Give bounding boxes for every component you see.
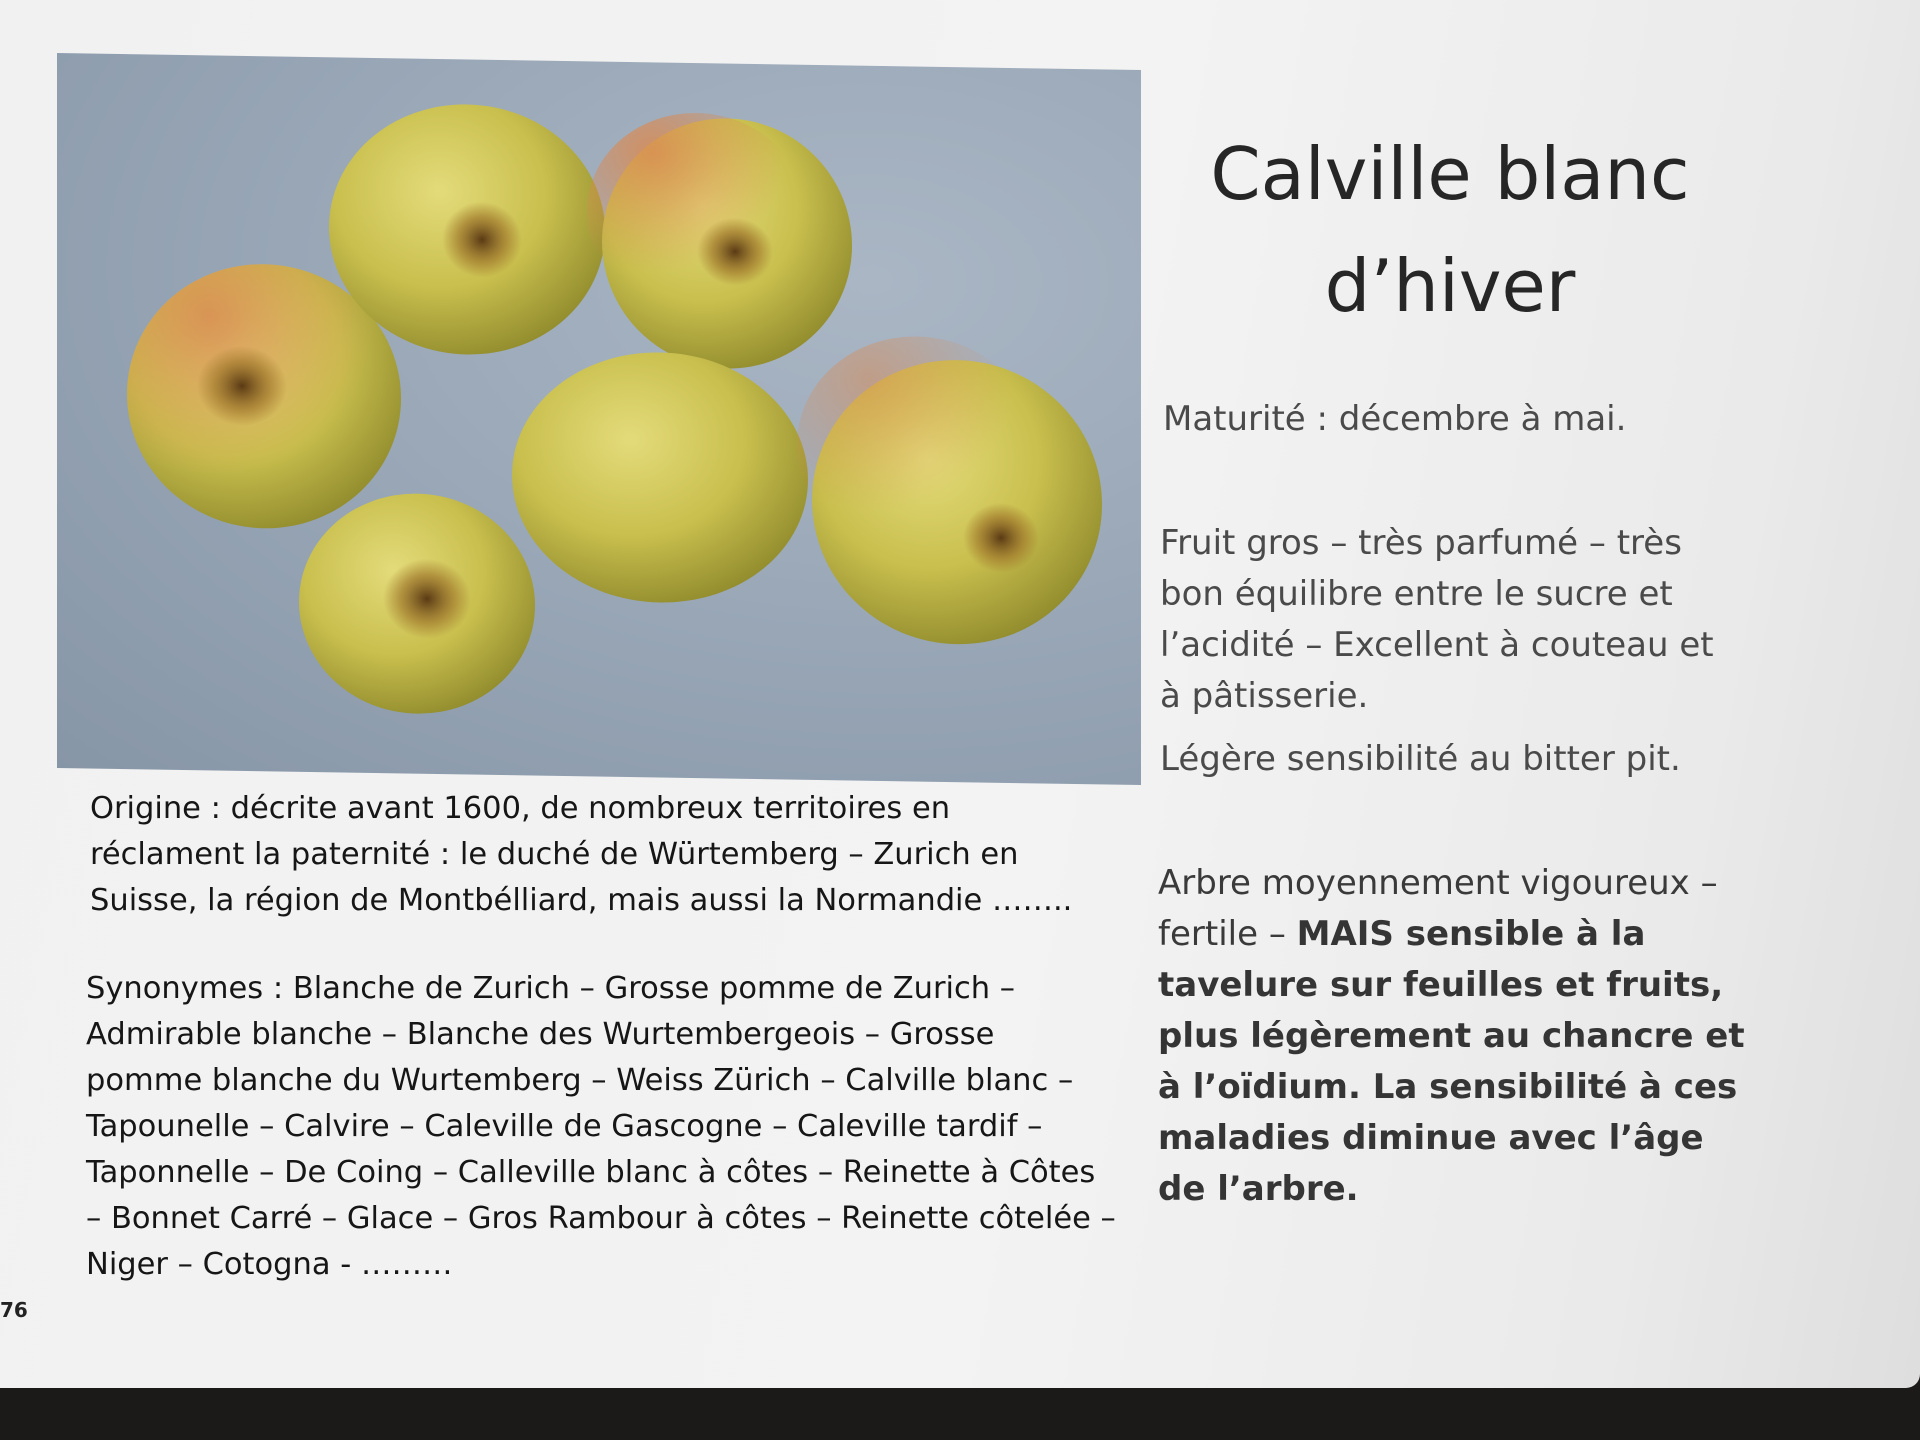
tree-bold-text: MAIS sensible à la tavelure sur feuilles et fruits, plus légèrement au chancre et à l’oïdium. La sensibilité à ces maladies diminue avec l’âge de l’arbre. xyxy=(1158,914,1745,1209)
sensitivity-text: Légère sensibilité au bitter pit. xyxy=(1160,739,1681,779)
tree-description xyxy=(1158,858,1748,1215)
apple-bottom-left xyxy=(299,492,535,716)
synonyms-text: Synonymes : Blanche de Zurich – Grosse pomme de Zurich – Admirable blanche – Blanche des Wurtembergeois – Grosse pomme blanche du Wurtemberg – Weiss Zürich – Calville blanc – Tapounelle – Calvire – Caleville de Gascogne – Caleville tardif – Taponnelle – De Coing – Calleville blanc à côtes – Reinette à Côtes – Bonnet Carré – Glace – Gros Rambour à côtes – Reinette côtelée – Niger – Cotogna - ……… xyxy=(86,971,1116,1282)
page-number: 76 xyxy=(0,1298,28,1322)
fruit-description: Fruit gros – très parfumé – très bon équilibre entre le sucre et l’acidité – Excellent à couteau et à pâtisserie. xyxy=(1160,523,1714,716)
title-line-2: d’hiver xyxy=(1324,244,1576,328)
apples-illustration xyxy=(57,53,1141,785)
origin-text: Origine : décrite avant 1600, de nombreux territoires en réclament la paternité : le duché de Würtemberg – Zurich en Suisse, la région de Montbélliard, mais aussi la Normandie …….. xyxy=(90,791,1073,918)
table-background xyxy=(0,1388,1920,1440)
apple-right xyxy=(797,335,1102,647)
title-line-1: Calville blanc xyxy=(1210,132,1690,216)
apple-top-right xyxy=(587,111,852,370)
maturity-text: Maturité : décembre à mai. xyxy=(1163,399,1627,439)
page-title xyxy=(1150,118,1750,342)
apple-center xyxy=(512,350,808,605)
tree-normal-text: Arbre moyennement vigoureux – fertile – xyxy=(1158,863,1718,954)
apple-photo xyxy=(57,53,1141,785)
